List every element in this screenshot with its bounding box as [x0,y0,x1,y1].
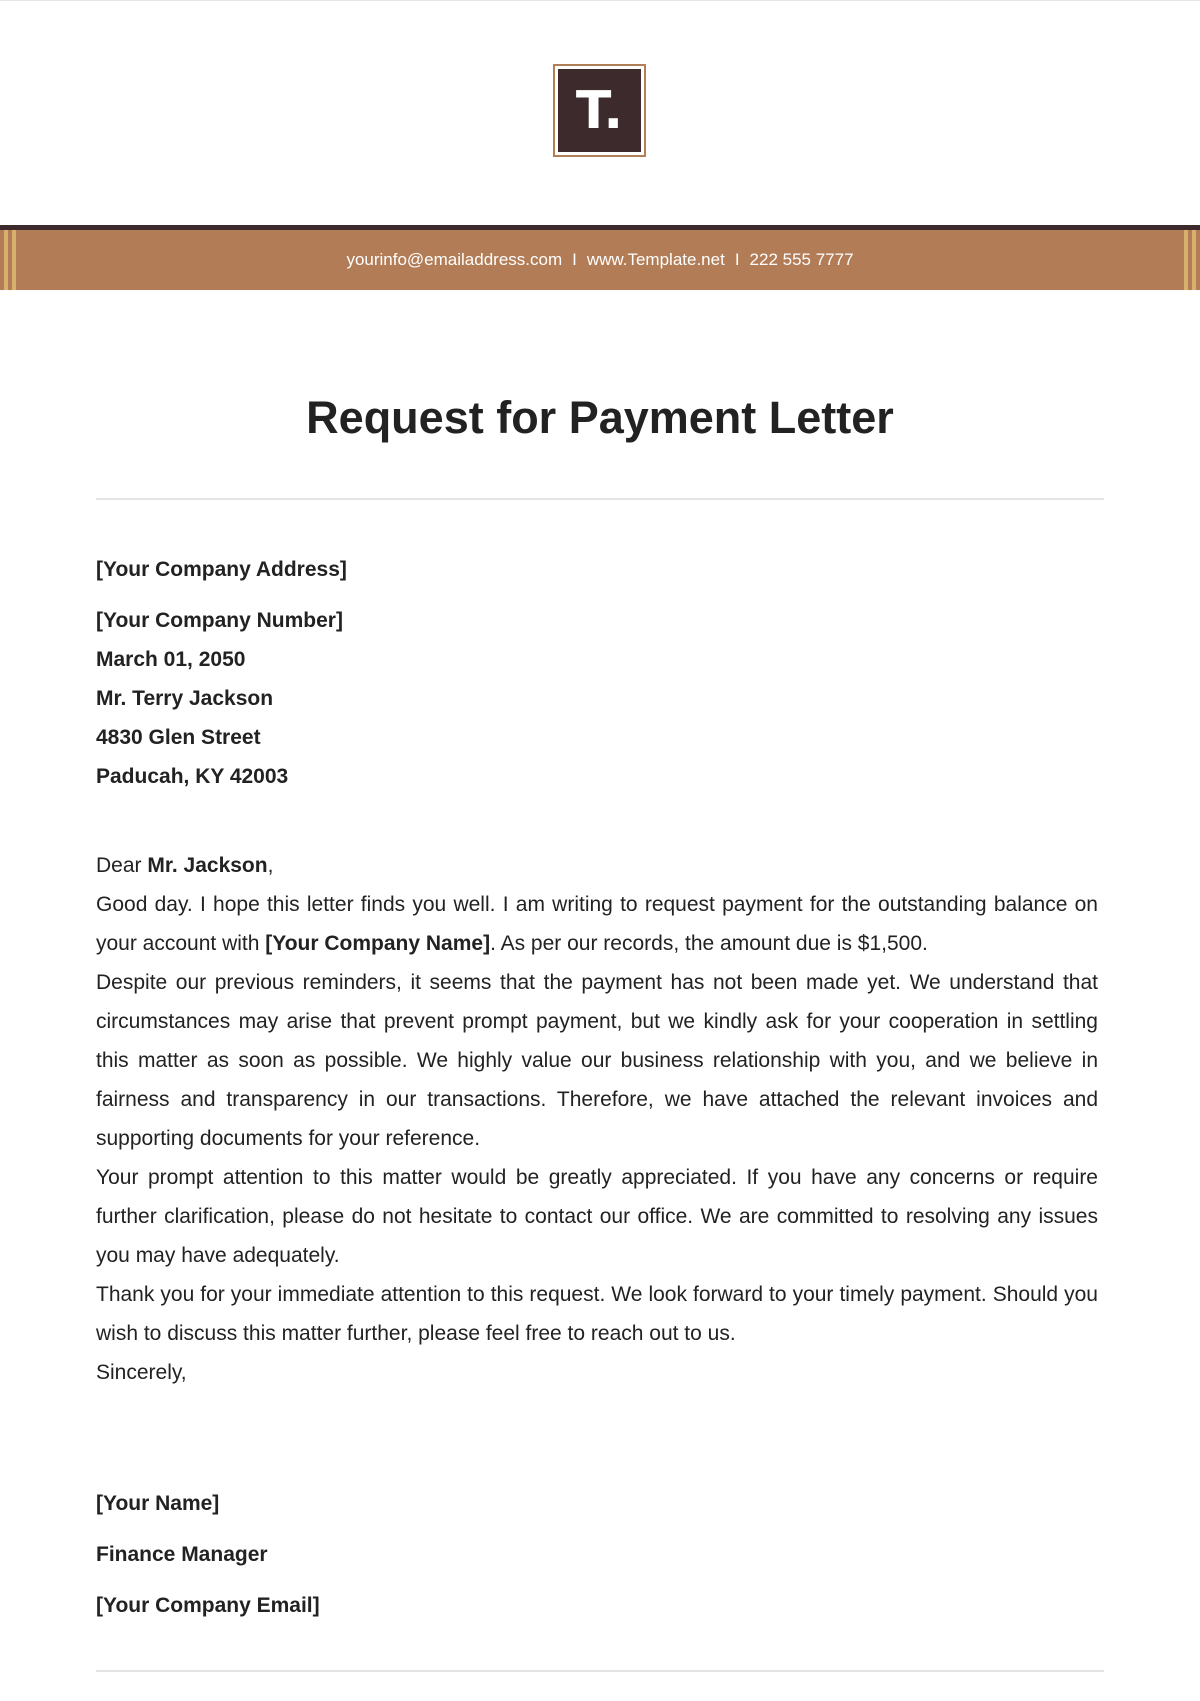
title-divider [96,498,1104,500]
top-border [0,0,1200,1]
signature-role: Finance Manager [96,1543,268,1566]
paragraph-1-text: Good day. I hope this letter finds you well. I am writing to request payment for the outstanding balance on your account with [96,893,1098,955]
signature-block [96,1478,1098,1631]
paragraph-3: Your prompt attention to this matter would be greatly appreciated. If you have any concerns or require further clarification, please do not hesitate to contact our office. We are committed to resolving any issues you may have adequately. [96,1166,1098,1267]
contact-separator: I [734,250,740,269]
company-name-placeholder: [Your Company Name] [265,932,491,955]
contact-website: www.Template.net [586,250,725,269]
address-block [96,550,1098,796]
salutation [96,846,1098,885]
contact-banner [0,230,1200,290]
signature-name: [Your Name] [96,1492,220,1515]
contact-separator: I [572,250,577,269]
contact-email: yourinfo@emailaddress.com [346,250,563,269]
letter-body [96,846,1098,1392]
company-logo [553,64,646,157]
salutation-prefix: Dear [96,854,148,877]
salutation-name: Mr. Jackson [147,854,268,877]
signature-email: [Your Company Email] [96,1594,320,1617]
paragraph-1 [96,885,1098,963]
sender-number: [Your Company Number] [96,609,343,632]
page-title: Request for Payment Letter [306,392,894,443]
paragraph-1-amount: . As per our records, the amount due is $1,500. [490,932,928,955]
footer-divider [96,1670,1104,1672]
contact-phone: 222 555 7777 [749,250,854,269]
letter-date: March 01, 2050 [96,648,246,671]
paragraph-2: Despite our previous reminders, it seems that the payment has not been made yet. We understand that circumstances may arise that prevent prompt payment, but we kindly ask for your cooperation in settling this matter as soon as possible. We highly value our business relationship with you, and we believe in fairness and transparency in our transactions. Therefore, we have attached the relevant invoices and supporting documents for your reference. [96,971,1098,1150]
salutation-suffix: , [267,854,274,877]
paragraph-4: Thank you for your immediate attention to this request. We look forward to your timely payment. Should you wish to discuss this matter further, please feel free to reach out to us. [96,1283,1098,1345]
sender-address: [Your Company Address] [96,558,347,581]
recipient-city: Paducah, KY 42003 [96,765,289,788]
contact-info [0,230,1200,290]
logo-mark: T. [558,69,641,152]
recipient-street: 4830 Glen Street [96,726,261,749]
recipient-name: Mr. Terry Jackson [96,687,274,710]
closing: Sincerely, [96,1361,187,1384]
